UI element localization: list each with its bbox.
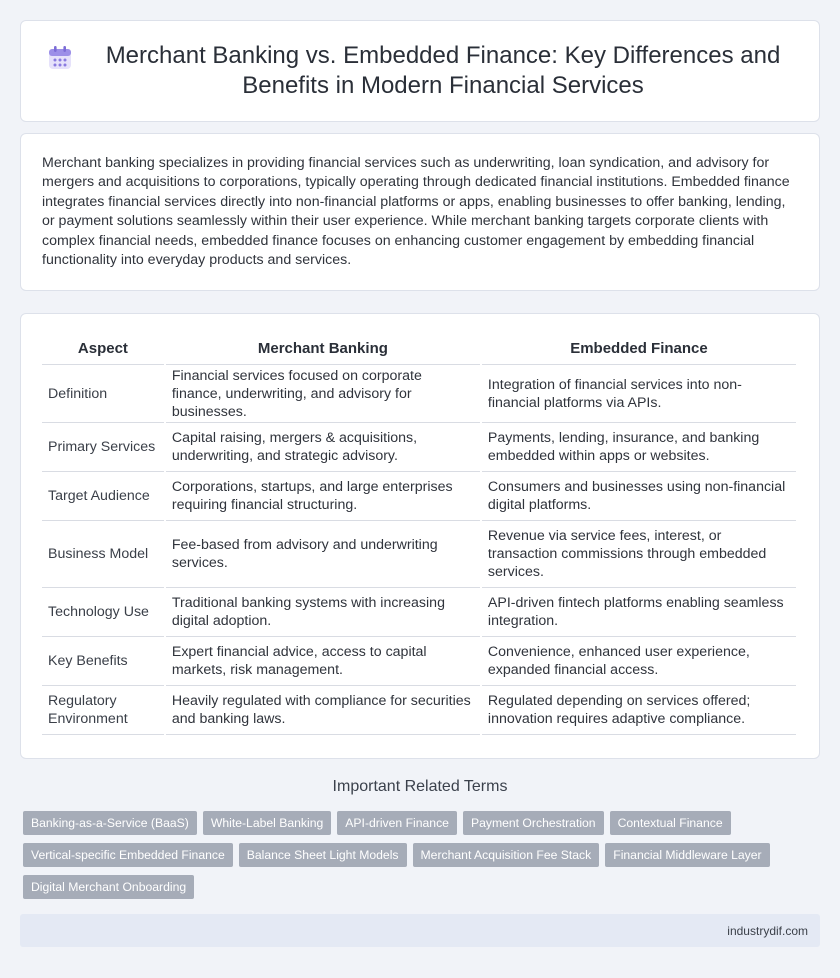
row-aspect: Technology Use [42, 588, 164, 637]
row-embedded-finance: Convenience, enhanced user experience, expanded financial access. [482, 637, 796, 686]
tag-balance-sheet-light-models[interactable]: Balance Sheet Light Models [239, 843, 407, 867]
tag-financial-middleware-layer[interactable]: Financial Middleware Layer [605, 843, 769, 867]
table-row [42, 588, 796, 637]
row-merchant-banking: Capital raising, mergers & acquisitions, underwriting, and strategic advisory. [166, 423, 480, 472]
row-aspect: Business Model [42, 521, 164, 588]
tag-merchant-acquisition-fee-stack[interactable]: Merchant Acquisition Fee Stack [413, 843, 600, 867]
footer [20, 914, 820, 947]
footer-site[interactable]: industrydif.com [727, 923, 808, 938]
row-merchant-banking: Expert financial advice, access to capital markets, risk management. [166, 637, 480, 686]
table-row [42, 472, 796, 521]
tag-api-driven-finance[interactable]: API-driven Finance [337, 811, 457, 835]
row-aspect: Key Benefits [42, 637, 164, 686]
title-card [20, 20, 820, 122]
tag-payment-orchestration[interactable]: Payment Orchestration [463, 811, 604, 835]
header-embedded-finance: Embedded Finance [482, 333, 796, 365]
comparison-table [40, 333, 798, 735]
row-embedded-finance: API-driven fintech platforms enabling seamless integration. [482, 588, 796, 637]
table-row [42, 365, 796, 423]
comparison-table-card [20, 313, 820, 759]
tag-baas[interactable]: Banking-as-a-Service (BaaS) [23, 811, 197, 835]
tag-row [23, 811, 823, 835]
related-terms-tags [23, 811, 823, 907]
tag-row [23, 875, 823, 899]
row-embedded-finance: Consumers and businesses using non-financial digital platforms. [482, 472, 796, 521]
table-row [42, 686, 796, 735]
row-embedded-finance: Payments, lending, insurance, and banking embedded within apps or websites. [482, 423, 796, 472]
tag-row [23, 843, 823, 867]
tag-contextual-finance[interactable]: Contextual Finance [610, 811, 731, 835]
table-row [42, 423, 796, 472]
page-title: Merchant Banking vs. Embedded Finance: Key Differences and Benefits in Modern Financial Services [105, 42, 781, 99]
tag-vertical-specific-embedded-finance[interactable]: Vertical-specific Embedded Finance [23, 843, 233, 867]
tag-digital-merchant-onboarding[interactable]: Digital Merchant Onboarding [23, 875, 194, 899]
row-aspect: Definition [42, 365, 164, 423]
row-embedded-finance: Integration of financial services into non-financial platforms via APIs. [482, 365, 796, 423]
intro-paragraph: Merchant banking specializes in providing financial services such as underwriting, loan syndication, and advisory for mergers and acquisitions to corporations, typically operating through dedicated financial institutions. Embedded finance integrates financial services directly into non-financial platforms or apps, enabling businesses to offer banking, lending, or payment solutions seamlessly within their user experience. While merchant banking targets corporate clients with complex financial needs, embedded finance focuses on enhancing customer engagement by embedding financial functionality into everyday products and services. [42, 155, 790, 269]
header-merchant-banking: Merchant Banking [166, 333, 480, 365]
table-header-row [42, 333, 796, 365]
row-merchant-banking: Corporations, startups, and large enterprises requiring financial structuring. [166, 472, 480, 521]
table-row [42, 637, 796, 686]
row-merchant-banking: Financial services focused on corporate finance, underwriting, and advisory for businesses. [166, 365, 480, 423]
row-aspect: Regulatory Environment [42, 686, 164, 735]
intro-card [20, 133, 820, 291]
row-merchant-banking: Heavily regulated with compliance for securities and banking laws. [166, 686, 480, 735]
row-aspect: Primary Services [42, 423, 164, 472]
row-embedded-finance: Regulated depending on services offered; innovation requires adaptive compliance. [482, 686, 796, 735]
row-merchant-banking: Traditional banking systems with increasing digital adoption. [166, 588, 480, 637]
header-aspect: Aspect [42, 333, 164, 365]
row-aspect: Target Audience [42, 472, 164, 521]
calendar-icon [47, 45, 73, 71]
tag-white-label-banking[interactable]: White-Label Banking [203, 811, 331, 835]
table-row [42, 521, 796, 588]
row-embedded-finance: Revenue via service fees, interest, or transaction commissions through embedded services. [482, 521, 796, 588]
related-terms-title: Important Related Terms [332, 778, 508, 795]
row-merchant-banking: Fee-based from advisory and underwriting services. [166, 521, 480, 588]
